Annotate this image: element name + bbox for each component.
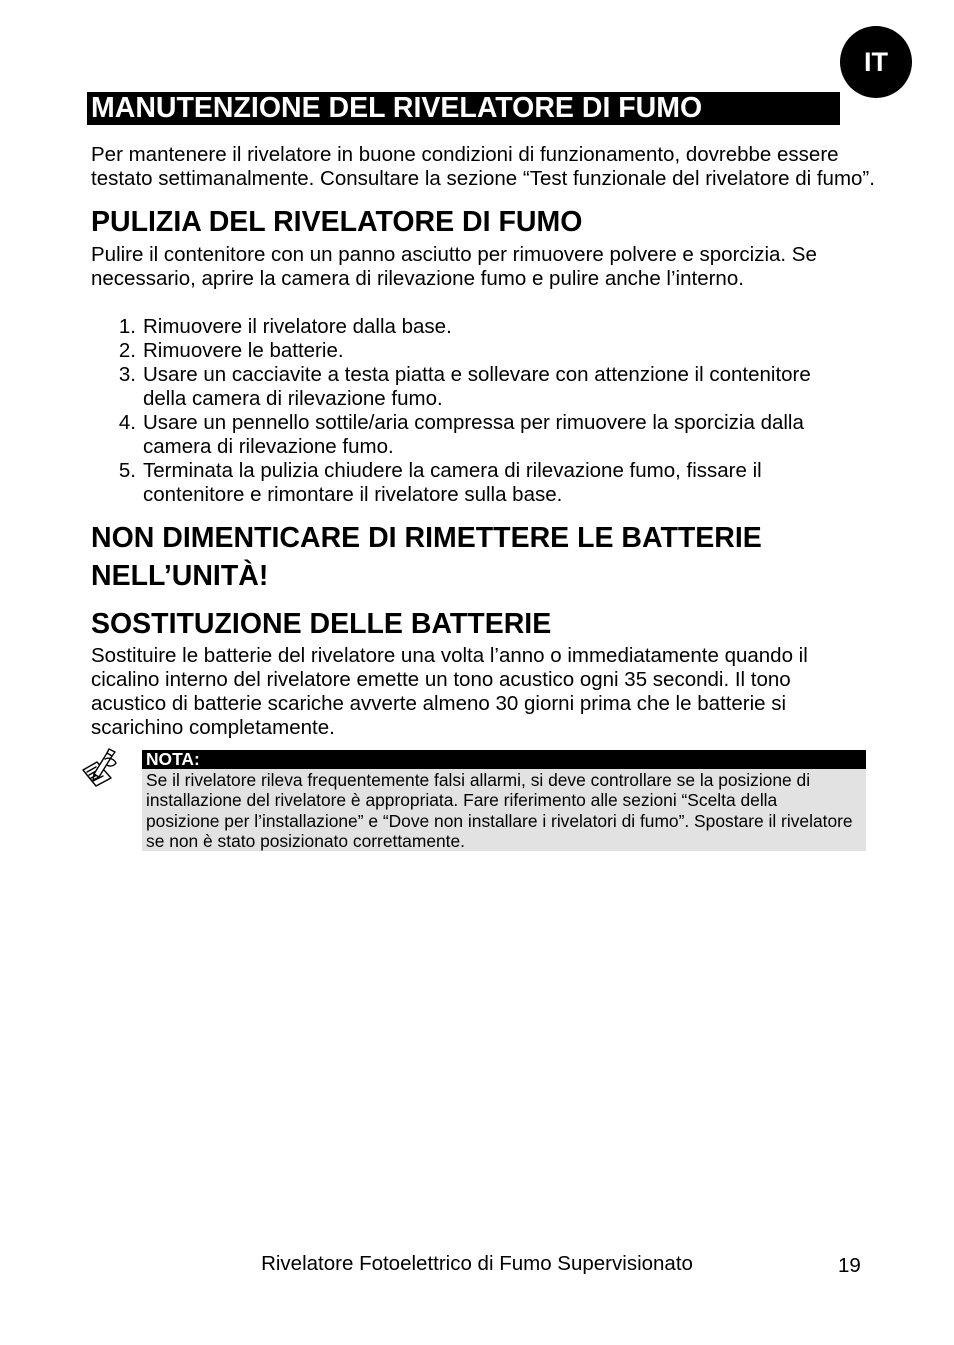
battery-paragraph xyxy=(91,644,808,740)
paragraph-line: acustico di batterie scariche avverte almeno 30 giorni prima che le batterie si xyxy=(91,692,787,715)
note-label: NOTA: xyxy=(142,750,866,769)
note-line: se non è stato posizionato correttamente. xyxy=(146,830,466,851)
step-number: 3. xyxy=(118,363,136,386)
note-line: posizione per l’installazione” e “Dove non installare i rivelatori di fumo”. Spostare il rivelatore xyxy=(146,810,853,831)
paragraph-line: Sostituire le batterie del rivelatore una volta l’anno o immediatamente quando il xyxy=(91,644,808,667)
paragraph-line: cicalino interno del rivelatore emette un tono acustico ogni 35 secondi. Il tono xyxy=(91,668,791,691)
language-code: IT xyxy=(864,47,888,77)
step-text-line: contenitore e rimontare il rivelatore sulla base. xyxy=(143,483,563,506)
step-number: 4. xyxy=(118,411,136,434)
step-text-line: della camera di rilevazione fumo. xyxy=(143,387,443,410)
step-number: 5. xyxy=(118,459,136,482)
step-text-line: Usare un cacciavite a testa piatta e sollevare con attenzione il contenitore xyxy=(143,363,811,386)
step-text-line: camera di rilevazione fumo. xyxy=(143,435,394,458)
list-item xyxy=(0,459,954,507)
step-text-line: Usare un pennello sottile/aria compressa per rimuovere la sporcizia dalla xyxy=(143,411,804,434)
heading-line: NON DIMENTICARE DI RIMETTERE LE BATTERIE xyxy=(91,522,762,554)
cleaning-paragraph xyxy=(91,243,817,291)
heading-line: NELL’UNITÀ! xyxy=(91,560,269,592)
paragraph-line: scarichino completamente. xyxy=(91,716,335,739)
list-item xyxy=(0,339,954,363)
section-title-bar xyxy=(87,92,840,125)
step-text-line: Rimuovere il rivelatore dalla base. xyxy=(143,315,452,338)
step-text-line: Terminata la pulizia chiudere la camera di rilevazione fumo, fissare il xyxy=(143,459,762,482)
section-title: MANUTENZIONE DEL RIVELATORE DI FUMO xyxy=(91,92,703,124)
list-item xyxy=(0,315,954,339)
step-number: 2. xyxy=(118,339,136,362)
battery-heading: SOSTITUZIONE DELLE BATTERIE xyxy=(91,608,552,640)
note-body xyxy=(142,769,866,851)
note-pencil-icon xyxy=(81,747,119,787)
cleaning-steps-list xyxy=(0,315,954,507)
battery-reminder-heading xyxy=(91,519,762,595)
step-text-line: Rimuovere le batterie. xyxy=(143,339,344,362)
note-box xyxy=(142,750,866,851)
language-badge xyxy=(840,26,912,98)
cleaning-heading: PULIZIA DEL RIVELATORE DI FUMO xyxy=(91,206,583,238)
paragraph-line: necessario, aprire la camera di rilevazione fumo e pulire anche l’interno. xyxy=(91,267,744,290)
intro-paragraph xyxy=(91,143,875,191)
note-line: Se il rivelatore rileva frequentemente falsi allarmi, si deve controllare se la posizione di xyxy=(146,770,811,790)
page-number: 19 xyxy=(838,1254,861,1277)
paragraph-line: Per mantenere il rivelatore in buone condizioni di funzionamento, dovrebbe essere xyxy=(91,143,839,166)
paragraph-line: Pulire il contenitore con un panno asciutto per rimuovere polvere e sporcizia. Se xyxy=(91,243,817,266)
note-line: installazione del rivelatore è appropriata. Fare riferimento alle sezioni “Scelta della xyxy=(146,790,778,811)
list-item xyxy=(0,363,954,411)
list-item xyxy=(0,411,954,459)
footer-title: Rivelatore Fotoelettrico di Fumo Supervisionato xyxy=(261,1252,693,1275)
step-number: 1. xyxy=(118,315,136,338)
paragraph-line: testato settimanalmente. Consultare la sezione “Test funzionale del rivelatore di fumo”. xyxy=(91,167,875,190)
